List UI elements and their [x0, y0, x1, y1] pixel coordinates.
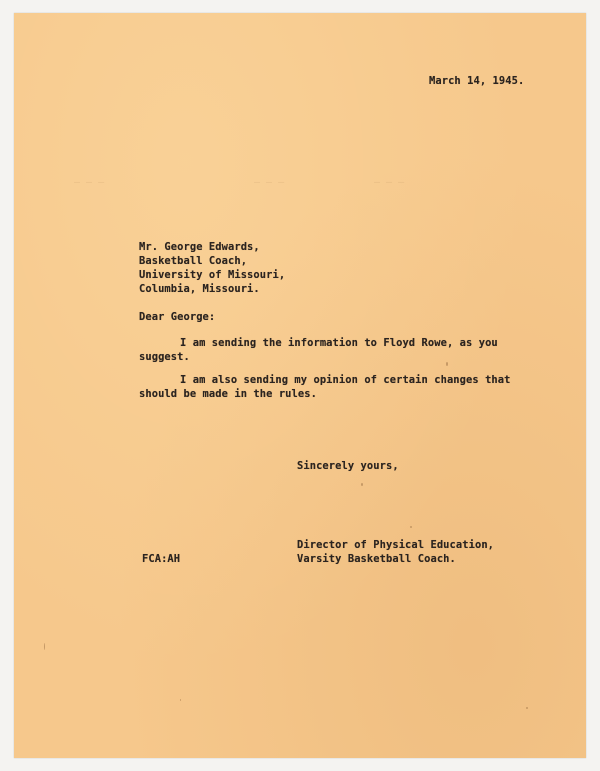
- signature-title-line-1: Director of Physical Education,: [297, 539, 495, 551]
- bleed-through-mark: — — —: [254, 177, 285, 188]
- signature-title-line-2: Varsity Basketball Coach.: [297, 553, 456, 565]
- paragraph-2-line-1: I am also sending my opinion of certain changes that: [180, 374, 511, 386]
- paragraph-2-line-2: should be made in the rules.: [139, 388, 317, 400]
- paper-speck: [180, 699, 181, 701]
- letter-date: March 14, 1945.: [429, 75, 525, 87]
- typist-initials: FCA:AH: [142, 553, 181, 565]
- paper-speck: [526, 707, 528, 709]
- recipient-line-3: University of Missouri,: [139, 269, 286, 281]
- bleed-through-mark: — — —: [374, 177, 405, 188]
- recipient-line-1: Mr. George Edwards,: [139, 241, 260, 253]
- salutation: Dear George:: [139, 311, 216, 323]
- recipient-line-4: Columbia, Missouri.: [139, 283, 260, 295]
- letter-page: [14, 13, 586, 758]
- paper-speck: [44, 643, 45, 650]
- bleed-through-mark: — — —: [74, 177, 105, 188]
- paper-speck: [361, 483, 363, 486]
- paragraph-1-line-2: suggest.: [139, 351, 190, 363]
- paragraph-1-line-1: I am sending the information to Floyd Rowe, as you: [180, 337, 498, 349]
- closing: Sincerely yours,: [297, 460, 399, 472]
- paper-speck: [446, 362, 448, 366]
- recipient-line-2: Basketball Coach,: [139, 255, 248, 267]
- paper-speck: [410, 526, 412, 528]
